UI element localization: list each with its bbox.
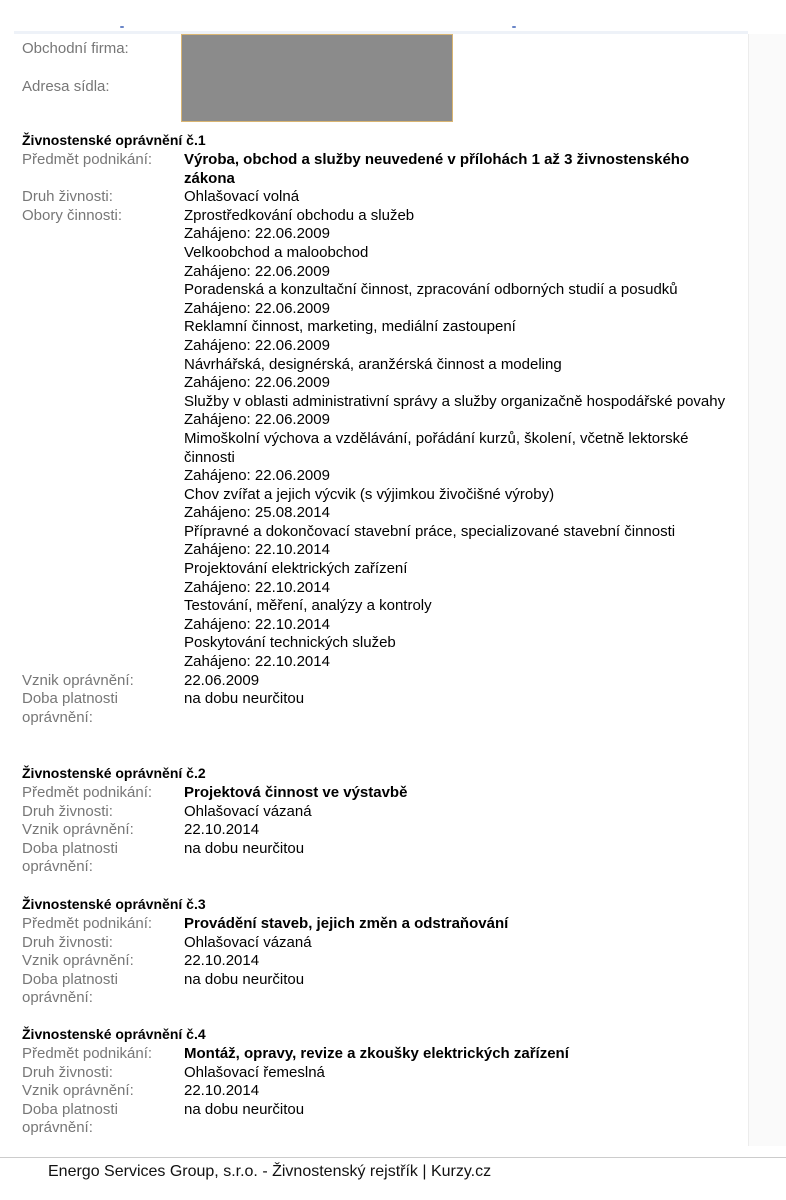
obory-list	[184, 207, 746, 672]
trade-license-1	[22, 131, 746, 727]
predmet-row	[22, 1045, 746, 1064]
obor-started: Zahájeno: 22.06.2009	[184, 411, 330, 429]
top-strip-mark	[512, 26, 516, 28]
vznik-row	[22, 821, 746, 840]
company-name-label: Obchodní firma:	[22, 40, 129, 57]
obor-name: Chov zvířat a jejich výcvik (s výjimkou živočišné výroby)	[184, 485, 555, 503]
vznik-label: Vznik oprávnění:	[22, 671, 134, 689]
vznik-row	[22, 672, 746, 691]
obor-started: Zahájeno: 22.06.2009	[184, 299, 330, 317]
section-title: Živnostenské oprávnění č.3	[22, 896, 206, 912]
obor-name: Mimoškolní výchova a vzdělávání, pořádání kurzů, školení, včetně lektorské činnosti	[184, 429, 689, 466]
predmet-label: Předmět podnikání:	[22, 784, 153, 801]
vznik-value: 22.06.2009	[184, 671, 260, 689]
predmet-label: Předmět podnikání:	[22, 1045, 153, 1062]
obor-item	[184, 597, 738, 634]
druh-row	[22, 934, 746, 953]
predmet-row	[22, 784, 746, 803]
page-footer: Energo Services Group, s.r.o. - Živnostenský rejstřík | Kurzy.cz	[48, 1163, 492, 1180]
doba-value: na dobu neurčitou	[184, 1100, 305, 1118]
druh-value: Ohlašovací volná	[184, 188, 300, 206]
obor-item	[184, 486, 738, 523]
obor-name: Reklamní činnost, marketing, mediální zastoupení	[184, 318, 516, 336]
predmet-value: Provádění staveb, jejich změn a odstraňování	[184, 915, 509, 932]
footer-divider	[0, 1157, 786, 1158]
obor-name: Poradenská a konzultační činnost, zpracování odborných studií a posudků	[184, 281, 678, 299]
section-title: Živnostenské oprávnění č.4	[22, 1026, 206, 1042]
druh-value: Ohlašovací řemeslná	[184, 1063, 325, 1081]
doba-label: Doba platnosti oprávnění:	[22, 839, 118, 876]
doba-label: Doba platnosti oprávnění:	[22, 1100, 118, 1137]
obor-started: Zahájeno: 22.06.2009	[184, 336, 330, 354]
doba-row	[22, 690, 746, 727]
vznik-value: 22.10.2014	[184, 1082, 260, 1100]
druh-label: Druh živnosti:	[22, 802, 113, 820]
obor-name: Přípravné a dokončovací stavební práce, specializované stavební činnosti	[184, 522, 676, 540]
obor-started: Zahájeno: 22.10.2014	[184, 578, 330, 596]
predmet-row	[22, 151, 746, 188]
doba-value: na dobu neurčitou	[184, 690, 305, 708]
obor-item	[184, 281, 738, 318]
obor-item	[184, 634, 738, 671]
obor-item	[184, 356, 738, 393]
obor-name: Velkoobchod a maloobchod	[184, 243, 369, 261]
obor-started: Zahájeno: 22.06.2009	[184, 225, 330, 243]
vznik-value: 22.10.2014	[184, 952, 260, 970]
obor-item	[184, 430, 738, 486]
predmet-value: Projektová činnost ve výstavbě	[184, 784, 408, 801]
trade-license-3	[22, 895, 746, 1008]
top-strip-mark	[120, 26, 124, 28]
druh-value: Ohlašovací vázaná	[184, 933, 312, 951]
section-title: Živnostenské oprávnění č.2	[22, 765, 206, 781]
obor-started: Zahájeno: 22.10.2014	[184, 541, 330, 559]
obor-item	[184, 318, 738, 355]
obor-started: Zahájeno: 22.06.2009	[184, 262, 330, 280]
doba-value: na dobu neurčitou	[184, 839, 305, 857]
vznik-label: Vznik oprávnění:	[22, 952, 134, 970]
predmet-value: Montáž, opravy, revize a zkoušky elektrických zařízení	[184, 1045, 569, 1062]
right-margin	[749, 34, 786, 1146]
doba-label: Doba platnosti oprávnění:	[22, 690, 118, 726]
trade-license-2	[22, 764, 746, 877]
obor-item	[184, 523, 738, 560]
obor-item	[184, 393, 738, 430]
obor-name: Služby v oblasti administrativní správy a služby organizačně hospodářské povahy	[184, 392, 726, 410]
doba-row	[22, 840, 746, 877]
top-strip	[0, 0, 786, 33]
druh-value: Ohlašovací vázaná	[184, 802, 312, 820]
vznik-label: Vznik oprávnění:	[22, 1082, 134, 1100]
address-label: Adresa sídla:	[22, 78, 110, 95]
predmet-label: Předmět podnikání:	[22, 151, 153, 168]
obor-started: Zahájeno: 25.08.2014	[184, 504, 330, 522]
obor-name: Návrhářská, designérská, aranžérská činnost a modeling	[184, 355, 562, 373]
druh-label: Druh živnosti:	[22, 188, 113, 206]
obor-name: Zprostředkování obchodu a služeb	[184, 206, 415, 224]
druh-label: Druh živnosti:	[22, 1063, 113, 1081]
obor-started: Zahájeno: 22.06.2009	[184, 467, 330, 485]
registry-content	[14, 34, 749, 1146]
doba-label: Doba platnosti oprávnění:	[22, 970, 118, 1007]
obor-item	[184, 244, 738, 281]
vznik-label: Vznik oprávnění:	[22, 821, 134, 839]
obor-started: Zahájeno: 22.10.2014	[184, 615, 330, 633]
vznik-value: 22.10.2014	[184, 821, 260, 839]
druh-label: Druh živnosti:	[22, 933, 113, 951]
doba-row	[22, 971, 746, 1008]
vznik-row	[22, 952, 746, 971]
doba-value: na dobu neurčitou	[184, 970, 305, 988]
druh-row	[22, 803, 746, 822]
vznik-row	[22, 1082, 746, 1101]
predmet-row	[22, 915, 746, 934]
obor-name: Testování, měření, analýzy a kontroly	[184, 597, 432, 615]
predmet-label: Předmět podnikání:	[22, 915, 153, 932]
obor-name: Poskytování technických služeb	[184, 634, 396, 652]
doba-row	[22, 1101, 746, 1138]
obor-name: Projektování elektrických zařízení	[184, 560, 408, 578]
trade-license-4	[22, 1025, 746, 1138]
obory-label: Obory činnosti:	[22, 206, 123, 224]
obor-started: Zahájeno: 22.06.2009	[184, 374, 330, 392]
company-header	[14, 34, 748, 124]
section-title: Živnostenské oprávnění č.1	[22, 132, 206, 148]
druh-row	[22, 188, 746, 207]
obor-started: Zahájeno: 22.10.2014	[184, 653, 330, 671]
redacted-company-info	[181, 34, 453, 122]
druh-row	[22, 1064, 746, 1083]
obor-item	[184, 207, 738, 244]
obory-row	[22, 207, 746, 672]
predmet-value: Výroba, obchod a služby neuvedené v přílohách 1 až 3 živnostenského zákona	[184, 151, 690, 187]
obor-item	[184, 560, 738, 597]
